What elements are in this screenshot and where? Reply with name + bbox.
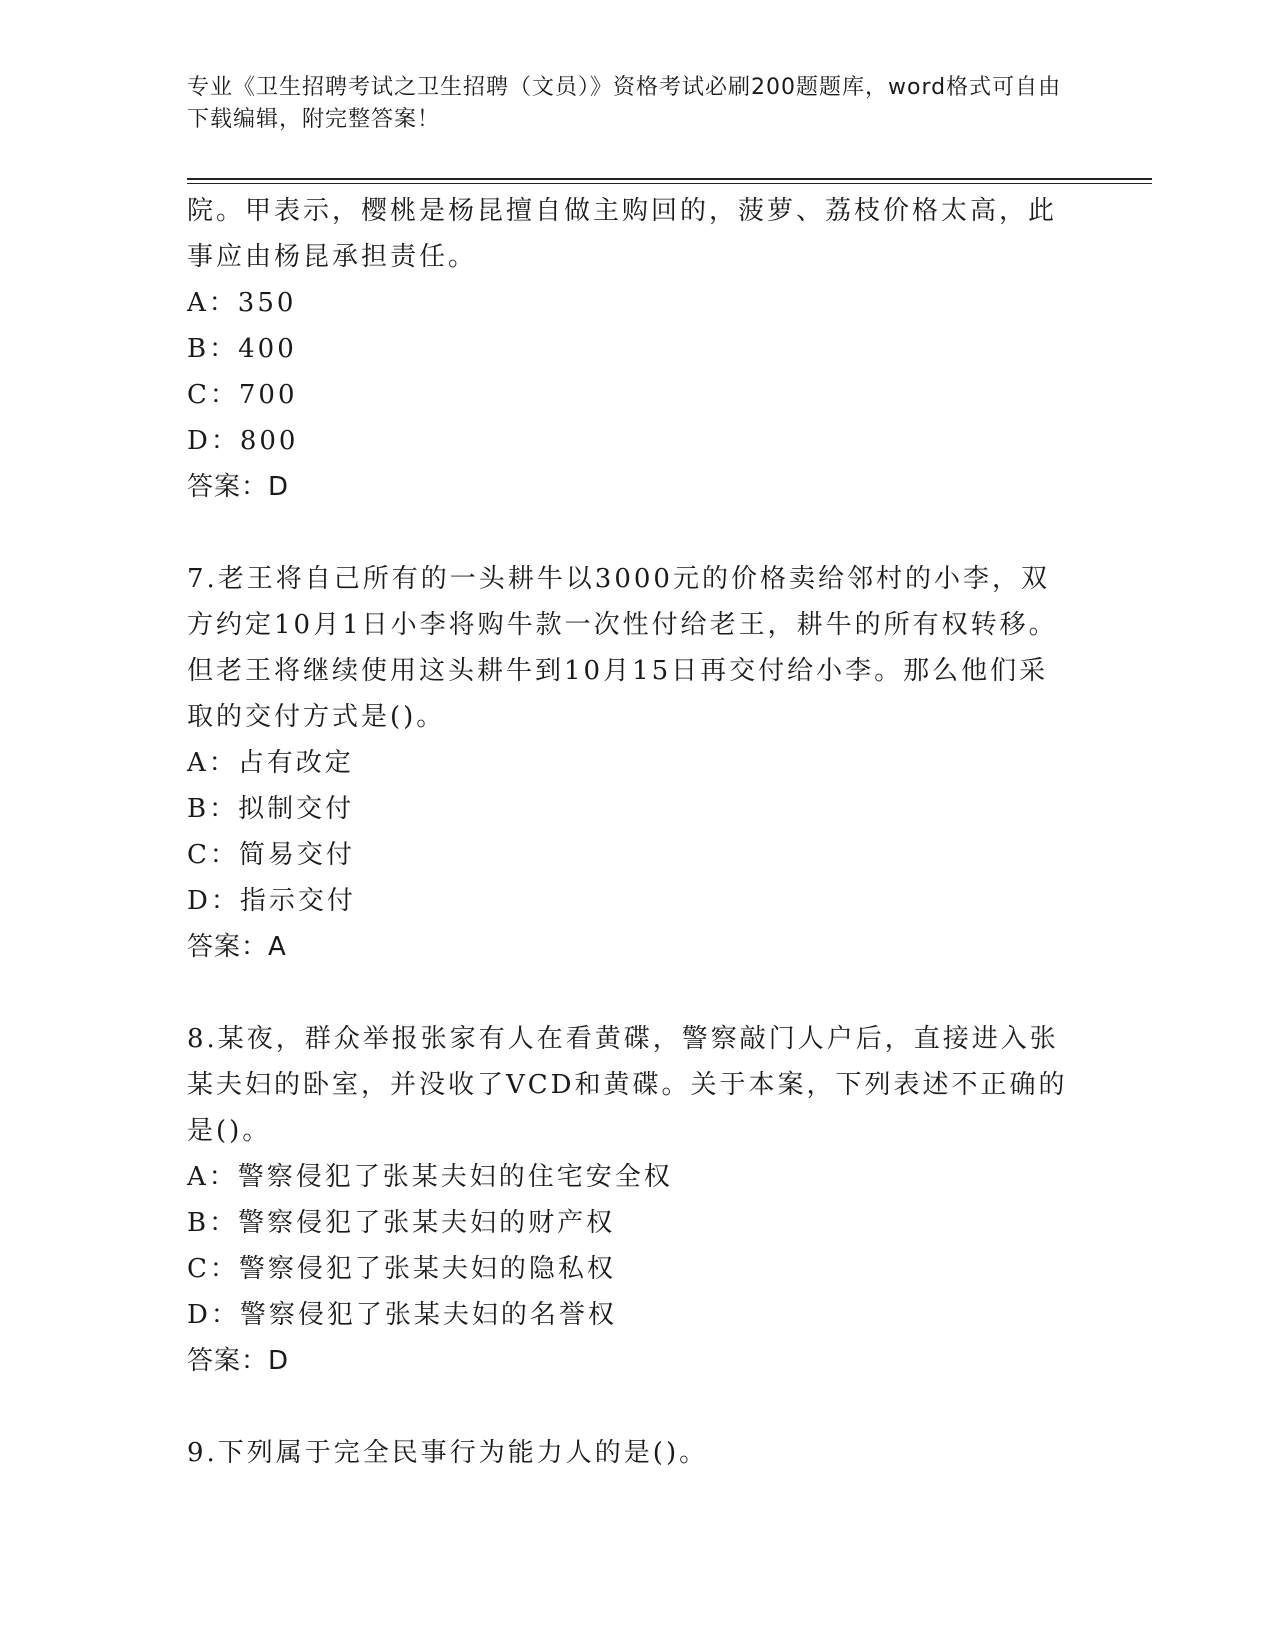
answer-line: 答案：D bbox=[187, 1346, 290, 1376]
document-header: 专业《卫生招聘考试之卫生招聘（文员）》资格考试必刷200题题库，word格式可自由下载编辑，附完整答案！ bbox=[187, 75, 1062, 132]
question-text: 院。甲表示，樱桃是杨昆擅自做主购回的，菠萝、荔枝价格太高，此事应由杨昆承担责任。 bbox=[187, 196, 1058, 272]
header-rule-thick bbox=[187, 178, 1152, 180]
question-7 bbox=[187, 556, 1077, 970]
document-body bbox=[187, 188, 1077, 1476]
option-d: D：指示交付 bbox=[187, 886, 356, 916]
option-b: B：警察侵犯了张某夫妇的财产权 bbox=[187, 1208, 616, 1238]
question-8 bbox=[187, 1016, 1077, 1384]
answer-line: 答案：D bbox=[187, 472, 290, 502]
answer-line: 答案：A bbox=[187, 932, 287, 962]
question-text: 8.某夜，群众举报张家有人在看黄碟，警察敲门人户后，直接进入张某夫妇的卧室，并没收了VCD和黄碟。关于本案，下列表述不正确的是()。 bbox=[187, 1024, 1068, 1146]
option-a: A：350 bbox=[187, 288, 297, 318]
header-rule-thin bbox=[187, 183, 1152, 184]
option-c: C：简易交付 bbox=[187, 840, 355, 870]
option-c: C：警察侵犯了张某夫妇的隐私权 bbox=[187, 1254, 616, 1284]
question-continuation bbox=[187, 188, 1077, 510]
option-d: D：警察侵犯了张某夫妇的名誉权 bbox=[187, 1300, 617, 1330]
question-text: 9.下列属于完全民事行为能力人的是()。 bbox=[187, 1438, 709, 1468]
question-9 bbox=[187, 1430, 1077, 1476]
option-d: D：800 bbox=[187, 426, 299, 456]
option-a: A：占有改定 bbox=[187, 748, 354, 778]
option-a: A：警察侵犯了张某夫妇的住宅安全权 bbox=[187, 1162, 673, 1192]
option-b: B：400 bbox=[187, 334, 297, 364]
option-b: B：拟制交付 bbox=[187, 794, 355, 824]
question-text: 7.老王将自己所有的一头耕牛以3000元的价格卖给邻村的小李，双方约定10月1日小李将购牛款一次性付给老王，耕牛的所有权转移。但老王将继续使用这头耕牛到10月15日再交付给小李。那么他们采取的交付方式是()。 bbox=[187, 564, 1058, 732]
option-c: C：700 bbox=[187, 380, 298, 410]
